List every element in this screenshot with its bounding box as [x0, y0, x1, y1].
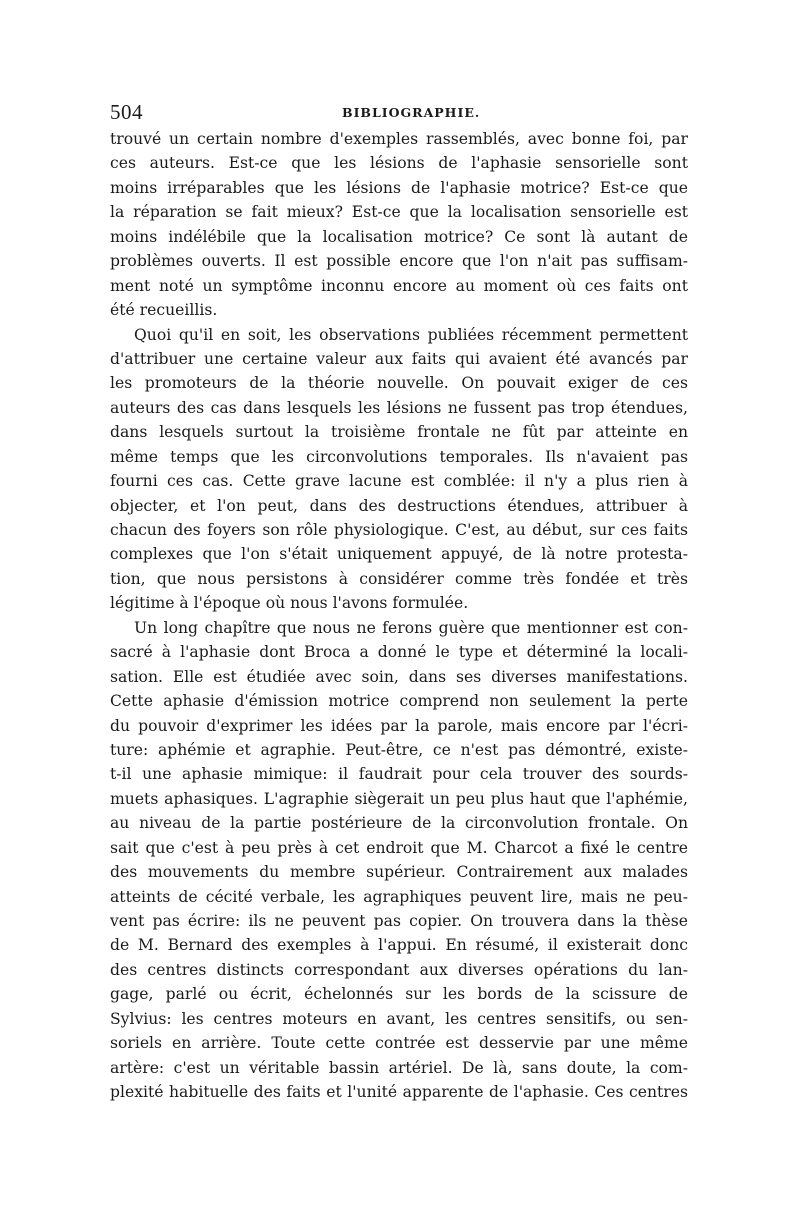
body-text: [110, 127, 688, 1105]
text-line: les promoteurs de la théorie nouvelle. On pouvait exiger de ces: [110, 374, 688, 393]
text-line: moins indélébile que la localisation motrice? Ce sont là autant de: [110, 227, 688, 246]
page-number: 504: [110, 100, 143, 124]
text-line: problèmes ouverts. Il est possible encore que l'on n'ait pas suffisam-: [110, 252, 688, 271]
text-line: complexes que l'on s'était uniquement appuyé, de là notre protesta-: [110, 545, 688, 564]
text-line: sation. Elle est étudiée avec soin, dans ses diverses manifestations.: [110, 667, 688, 686]
text-line: été recueillis.: [110, 301, 218, 320]
text-line: sacré à l'aphasie dont Broca a donné le type et déterminé la locali-: [110, 643, 688, 662]
text-line: vent pas écrire: ils ne peuvent pas copier. On trouvera dans la thèse: [110, 912, 688, 930]
text-line: ture: aphémie et agraphie. Peut-être, ce n'est pas démontré, existe-: [110, 740, 688, 759]
text-line: Un long chapître que nous ne ferons guère que mentionner est con-: [134, 618, 688, 637]
text-line: au niveau de la partie postérieure de la circonvolution frontale. On: [110, 814, 688, 833]
text-line: du pouvoir d'exprimer les idées par la parole, mais encore par l'écri-: [110, 716, 688, 735]
text-line: t-il une aphasie mimique: il faudrait pour cela trouver des sourds-: [110, 765, 688, 784]
text-line: Cette aphasie d'émission motrice comprend non seulement la perte: [110, 692, 688, 711]
text-line: atteints de cécité verbale, les agraphiques peuvent lire, mais ne peu-: [110, 887, 688, 906]
text-line: soriels en arrière. Toute cette contrée est desservie par une même: [110, 1034, 688, 1053]
text-line: légitime à l'époque où nous l'avons formulée.: [110, 594, 469, 613]
text-line: de M. Bernard des exemples à l'appui. En résumé, il existerait donc: [110, 936, 688, 955]
text-line: des centres distincts correspondant aux diverses opérations du lan-: [110, 960, 688, 979]
text-line: d'attribuer une certaine valeur aux faits qui avaient été avancés par: [110, 349, 688, 368]
text-line: Sylvius: les centres moteurs en avant, les centres sensitifs, ou sen-: [110, 1009, 688, 1028]
paragraph: [110, 616, 688, 1105]
text-line: chacun des foyers son rôle physiologique. C'est, au début, sur ces faits: [110, 521, 688, 539]
paragraph: [110, 323, 688, 616]
running-head: [110, 100, 690, 128]
text-line: tion, que nous persistons à considérer comme très fondée et très: [110, 569, 688, 588]
text-line: trouvé un certain nombre d'exemples rassemblés, avec bonne foi, par: [110, 130, 688, 148]
text-line: la réparation se fait mieux? Est-ce que la localisation sensorielle est: [110, 203, 688, 222]
text-line: artère: c'est un véritable bassin artériel. De là, sans doute, la com-: [110, 1058, 688, 1077]
text-line: sait que c'est à peu près à cet endroit que M. Charcot a fixé le centre: [110, 838, 688, 857]
text-line: ces auteurs. Est-ce que les lésions de l'aphasie sensorielle sont: [110, 154, 688, 173]
text-line: auteurs des cas dans lesquels les lésions ne fussent pas trop étendues,: [110, 398, 688, 417]
text-line: Quoi qu'il en soit, les observations publiées récemment permettent: [134, 325, 688, 344]
text-line: plexité habituelle des faits et l'unité apparente de l'aphasie. Ces centres: [110, 1083, 688, 1102]
text-line: gage, parlé ou écrit, échelonnés sur les bords de la scissure de: [110, 985, 688, 1004]
text-line: objecter, et l'on peut, dans des destructions étendues, attribuer à: [110, 496, 688, 515]
text-line: moins irréparables que les lésions de l'aphasie motrice? Est-ce que: [110, 178, 688, 197]
text-line: ment noté un symptôme inconnu encore au moment où ces faits ont: [110, 276, 688, 295]
text-line: fourni ces cas. Cette grave lacune est comblée: il n'y a plus rien à: [110, 472, 688, 491]
text-line: muets aphasiques. L'agraphie siègerait un peu plus haut que l'aphémie,: [110, 789, 688, 808]
text-line: dans lesquels surtout la troisième frontale ne fût par atteinte en: [110, 423, 688, 442]
text-line: des mouvements du membre supérieur. Contrairement aux malades: [110, 863, 688, 882]
running-title: BIBLIOGRAPHIE.: [342, 105, 481, 120]
paragraph: [110, 127, 688, 323]
text-line: même temps que les circonvolutions temporales. Ils n'avaient pas: [110, 447, 688, 466]
